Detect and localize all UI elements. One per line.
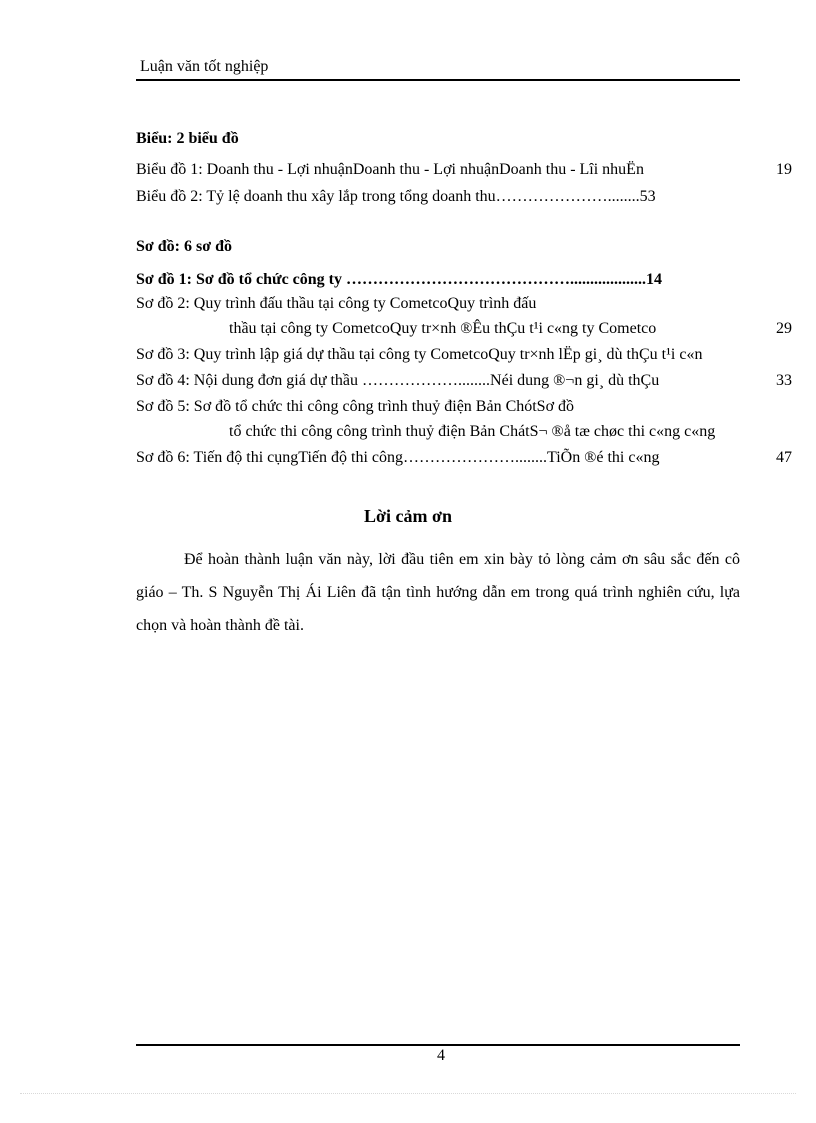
diagram-entry-3: Sơ đồ 3: Quy trình lập giá dự thầu tại công ty CometcoQuy tr×nh lËp gi¸ dù thÇu t¹i c«n [136,346,703,363]
chart-entry-1-page: 19 [776,161,792,178]
diagram-entry-6: Sơ đồ 6: Tiến độ thi cụngTiến độ thi công…………………........TiÕn ®é thi c«ng [136,449,660,466]
footer-rule [136,1044,740,1046]
diagrams-heading: Sơ đồ: 6 sơ đồ [136,238,232,255]
acknowledgement-text: Để hoàn thành luận văn này, lời đầu tiên em xin bày tỏ lòng cảm ơn sâu sắc đến cô giáo – Th. S Nguyễn Thị Ái Liên đã tận tình hướng dẫn em trong quá trình nghiên cứu, lựa chọn và hoàn thành đề tài. [136,551,740,634]
header-rule [136,79,740,81]
diagram-entry-2-cont: thầu tại công ty CometcoQuy tr×nh ®Êu thÇu t¹i c«ng ty Cometco [229,320,657,337]
diagram-entry-1: Sơ đồ 1: Sơ đồ tổ chức công ty ……………………………………...................14 [136,271,662,288]
chart-entry-1: Biểu đồ 1: Doanh thu - Lợi nhuậnDoanh thu - Lợi nhuậnDoanh thu - Lîi nhuËn [136,161,644,178]
acknowledgement-paragraph [136,543,740,642]
diagram-entry-2: Sơ đồ 2: Quy trình đấu thầu tại công ty CometcoQuy trình đấu [136,295,537,312]
diagram-entry-4: Sơ đồ 4: Nội dung đơn giá dự thầu ………………........Néi dung ®¬n gi¸ dù thÇu [136,372,660,389]
running-header: Luận văn tốt nghiệp [140,58,269,75]
diagram-entry-4-page: 33 [776,372,792,389]
diagram-entry-5-cont: tổ chức thi công công trình thuỷ điện Bản ChátS¬ ®å tæ chøc thi c«ng c«ng [229,423,716,440]
page-number: 4 [437,1047,445,1064]
diagram-entry-6-page: 47 [776,449,792,466]
charts-heading: Biểu: 2 biểu đồ [136,130,239,147]
page-edge-dots [20,1093,796,1094]
diagram-entry-5: Sơ đồ 5: Sơ đồ tổ chức thi công công trình thuỷ điện Bản ChótSơ đồ [136,398,575,415]
diagram-entry-2-page: 29 [776,320,792,337]
chart-entry-2: Biểu đồ 2: Tỷ lệ doanh thu xây lắp trong tổng doanh thu…………………........53 [136,188,656,205]
acknowledgement-title: Lời cảm ơn [364,506,452,526]
